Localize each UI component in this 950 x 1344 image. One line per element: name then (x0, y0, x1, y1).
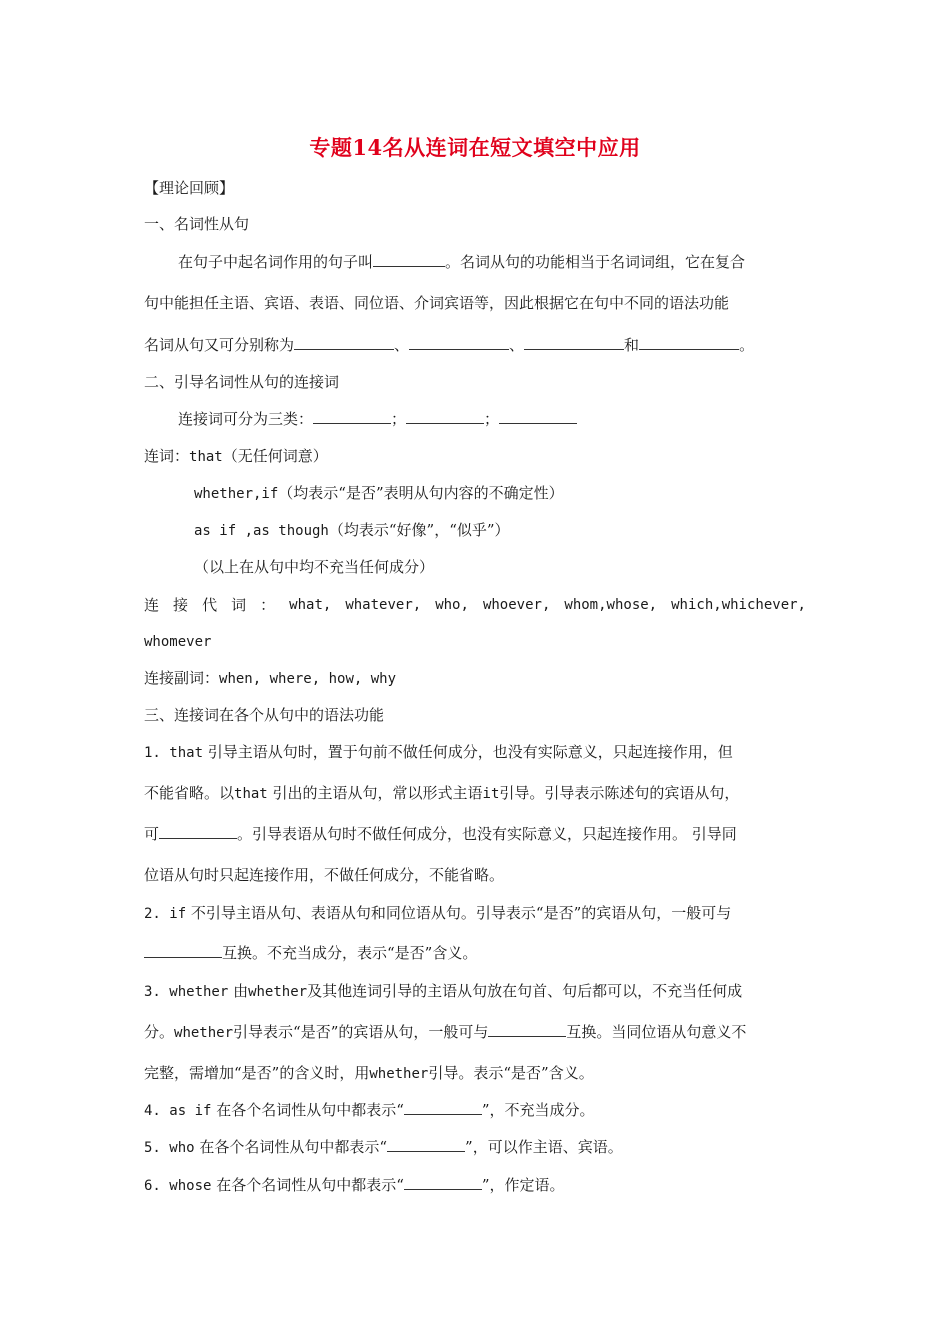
as-if-line: as if ,as though（均表示“好像”，“似乎”） (194, 521, 510, 539)
no-role-note: （以上在从句中均不充当任何成分） (194, 558, 435, 576)
item-4-line: 4. as if 在各个名词性从句中都表示“ ”，不充当成分。 (144, 1101, 595, 1119)
answer-blank[interactable] (373, 252, 445, 267)
answer-blank[interactable] (639, 335, 739, 350)
section-2-heading: 二、引导名词性从句的连接词 (144, 373, 340, 391)
answer-blank[interactable] (294, 335, 394, 350)
item-2-line-2: 互换。不充当成分，表示“是否”含义。 (144, 942, 810, 964)
s2-classes-line: 连接词可分为三类： ； ； (144, 408, 844, 430)
section-3-heading: 三、连接词在各个从句中的语法功能 (144, 706, 385, 724)
answer-blank[interactable] (144, 943, 222, 958)
item-1-line-4: 位语从句时只起连接作用，不做任何成分，不能省略。 (144, 866, 505, 884)
item-6-line: 6. whose 在各个名词性从句中都表示“ ”，作定语。 (144, 1176, 565, 1194)
answer-blank[interactable] (524, 335, 624, 350)
s1-paragraph-line-2: 句中能担任主语、宾语、表语、同位语、介词宾语等，因此根据它在句中不同的语法功能 (144, 294, 730, 312)
answer-blank[interactable] (404, 1175, 482, 1190)
item-3-line-3: 完整，需增加“是否”的含义时，用whether引导。表示“是否”含义。 (144, 1064, 594, 1082)
conjunction-line: 连词：that（无任何词意） (144, 447, 328, 465)
item-3-line-2: 分。whether引导表示“是否”的宾语从句，一般可与 互换。当同位语从句意义不 (144, 1023, 747, 1041)
item-5-line: 5. who 在各个名词性从句中都表示“ ”，可以作主语、宾语。 (144, 1138, 623, 1156)
relative-adverb-line: 连接副词：when, where, how, why (144, 669, 397, 687)
answer-blank[interactable] (406, 409, 484, 424)
review-heading: 【理论回顾】 (144, 179, 235, 197)
relative-pronoun-line-2: whomever (144, 634, 212, 650)
answer-blank[interactable] (409, 335, 509, 350)
whether-if-line: whether,if（均表示“是否”表明从句内容的不确定性） (194, 484, 564, 502)
section-1-heading: 一、名词性从句 (144, 215, 250, 233)
page-title: 专题14名从连词在短文填空中应用 (309, 135, 641, 160)
answer-blank[interactable] (404, 1100, 482, 1115)
item-2-line-1: 2. if 不引导主语从句、表语从句和同位语从句。引导表示“是否”的宾语从句，一般可与 (144, 904, 732, 922)
answer-blank[interactable] (387, 1137, 465, 1152)
answer-blank[interactable] (488, 1022, 566, 1037)
relative-pronoun-line: 连 接 代 词 ： what, whatever, who, whoever, whom,whose, which,whichever, (144, 596, 806, 614)
answer-blank[interactable] (499, 409, 577, 424)
item-1-line-3: 可 。引导表语从句时不做任何成分，也没有实际意义，只起连接作用。 引导同 (144, 825, 737, 843)
answer-blank[interactable] (313, 409, 391, 424)
s1-paragraph-line-1: 在句子中起名词作用的句子叫 。名词从句的功能相当于名词词组，它在复合 (178, 253, 746, 271)
answer-blank[interactable] (159, 824, 237, 839)
s1-paragraph-line-3: 名词从句又可分别称为 、 、 和 。 (144, 336, 755, 354)
item-1-line-2: 不能省略。以that 引出的主语从句，常以形式主语it引导。引导表示陈述句的宾语从句， (144, 784, 740, 802)
item-3-line-1: 3. whether 由whether及其他连词引导的主语从句放在句首、句后都可以，不充当任何成 (144, 982, 743, 1000)
item-1-line-1: 1. that 引导主语从句时，置于句前不做任何成分，也没有实际意义，只起连接作用，但 (144, 743, 733, 761)
